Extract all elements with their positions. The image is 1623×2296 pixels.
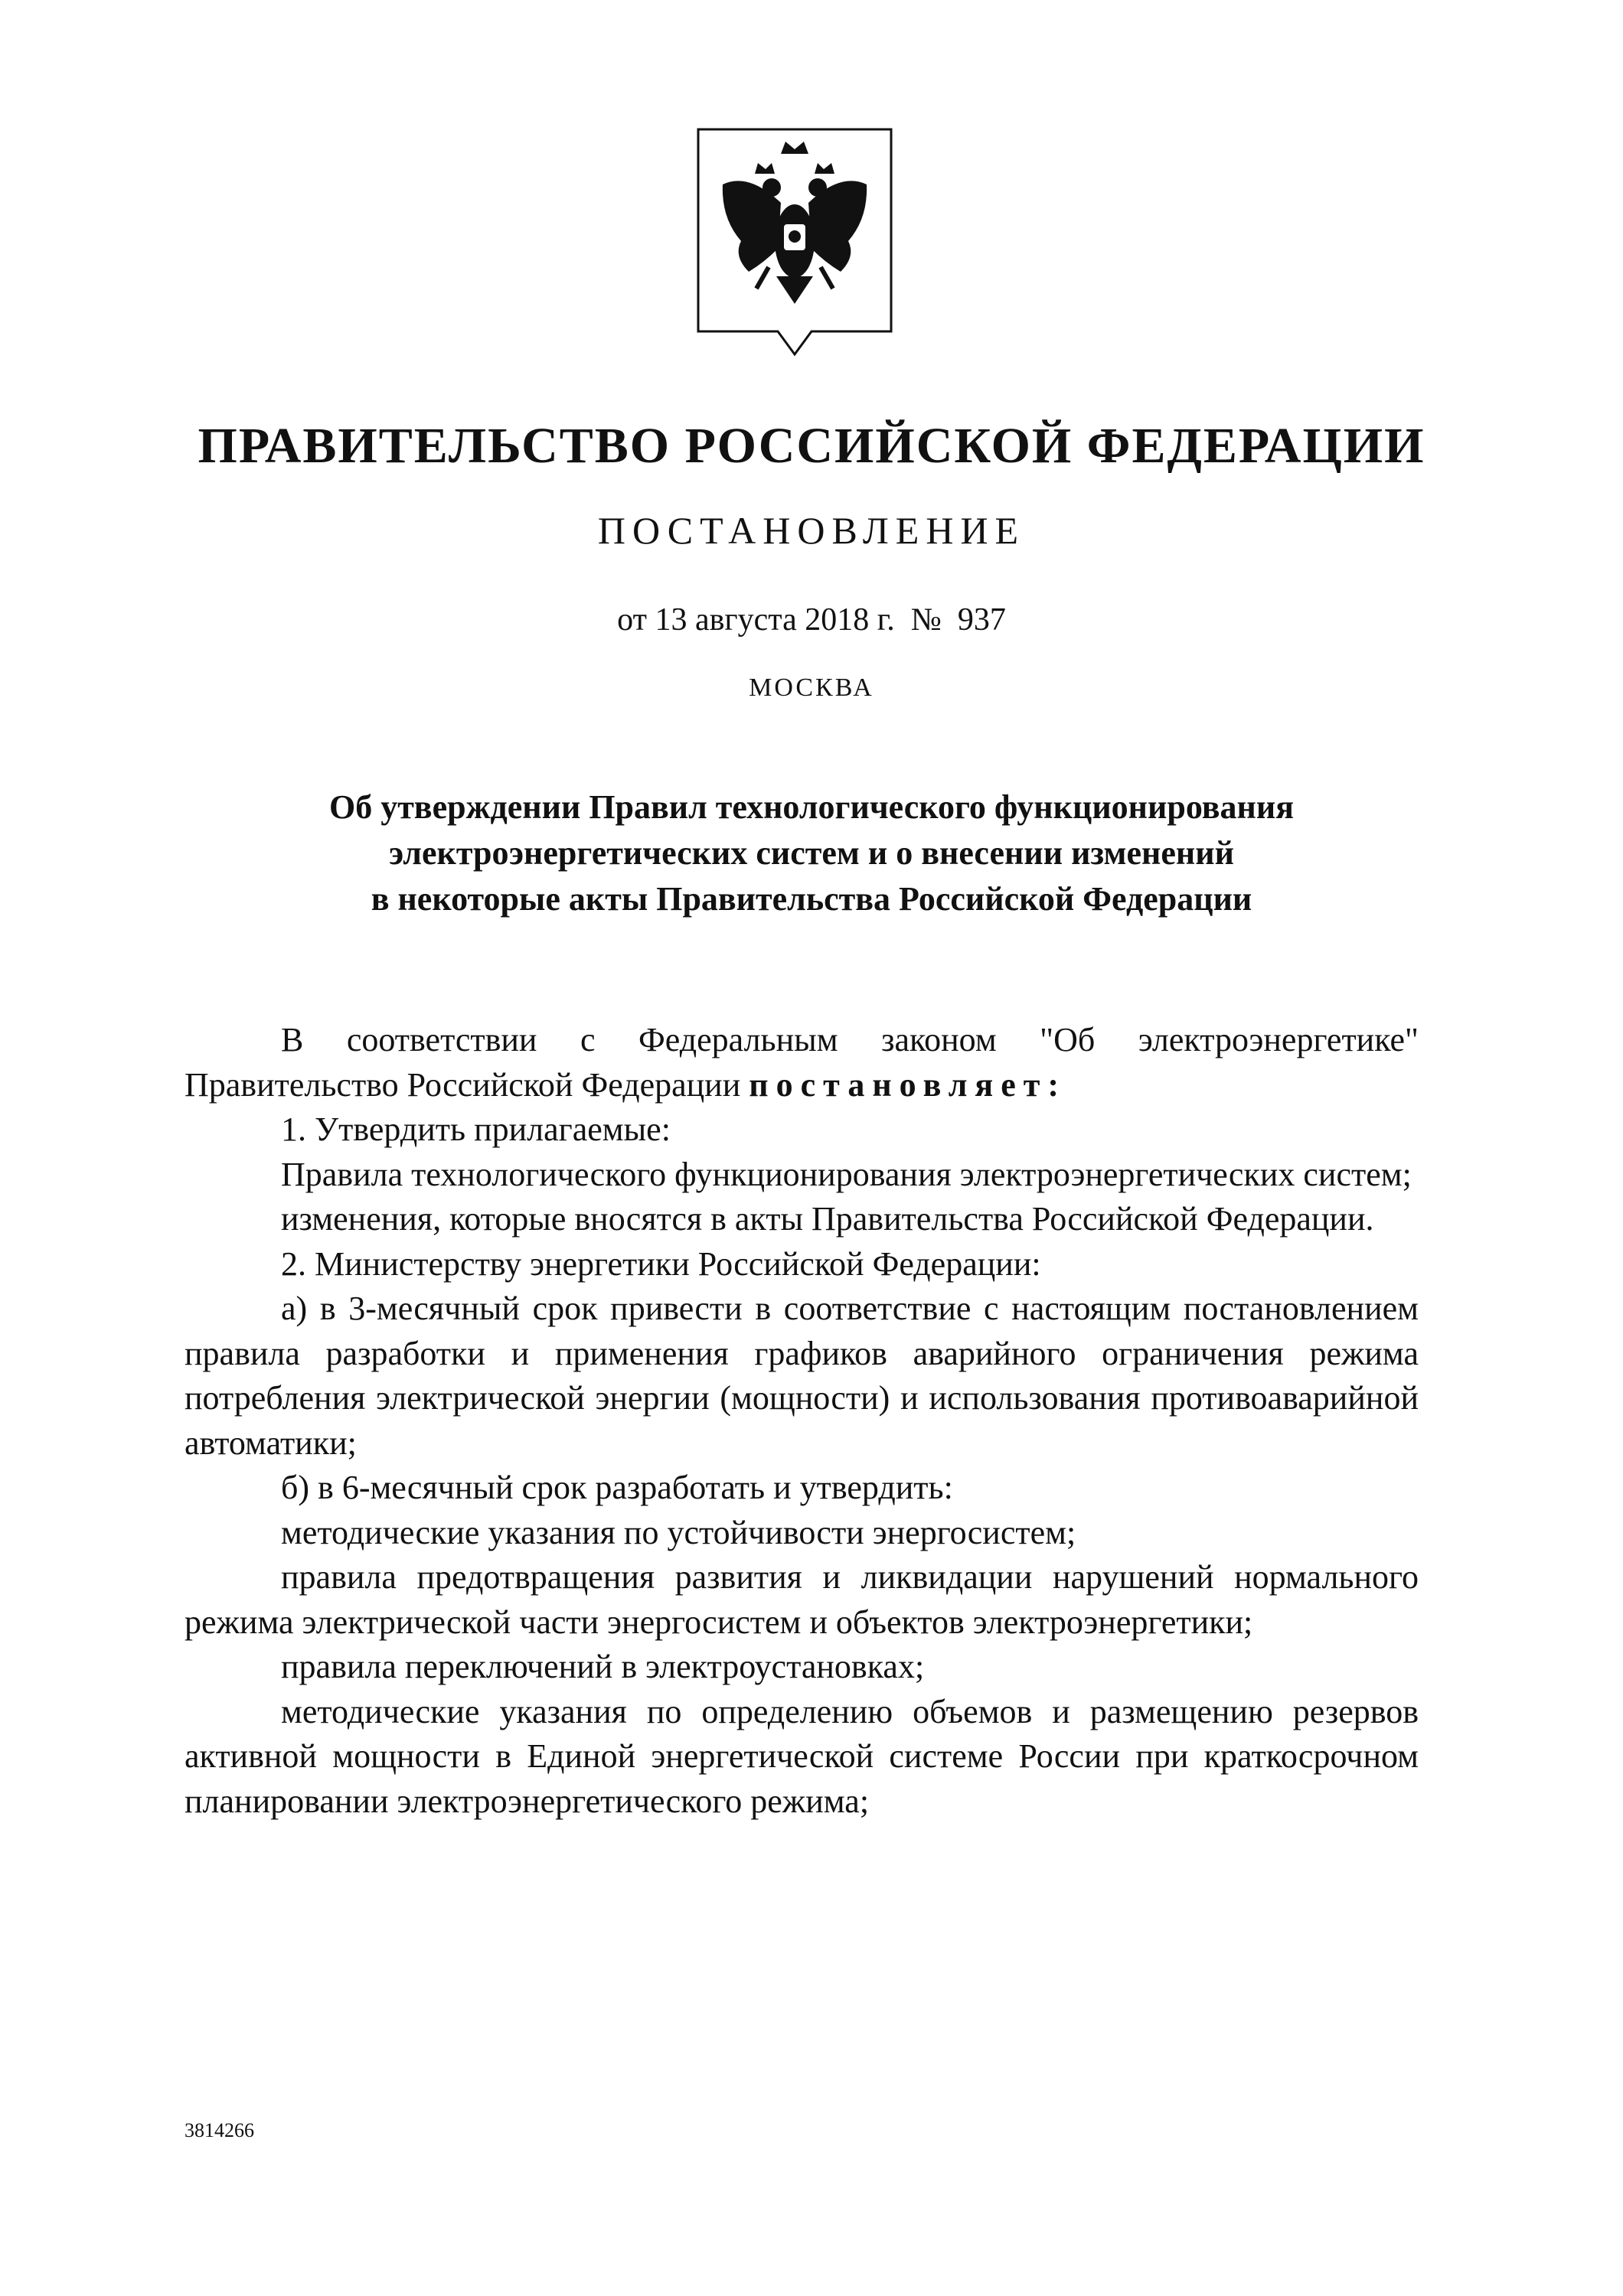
document-type: ПОСТАНОВЛЕНИЕ <box>597 509 1026 552</box>
item-1-a: Правила технологического функционирования электроэнергетических систем; <box>281 1155 1412 1193</box>
date-and-number: от 13 августа 2018 г. № 937 <box>617 602 1006 638</box>
item-2: 2. Министерству энергетики Российской Федерации: <box>281 1244 1041 1283</box>
title-line: Об утверждении Правил технологического функционирования <box>328 788 1295 826</box>
item-2-b-3: правила переключений в электроустановках; <box>281 1648 925 1685</box>
title-line: в некоторые акты Правительства Российской Федерации <box>371 880 1252 918</box>
document-body <box>185 1018 1419 1824</box>
item-2-a: а) в 3-месячный срок привести в соответствие с настоящим постановлением правила разработки и применения графиков аварийного ограничения режима потребления электрической энергии (мощности) и использования противоаварийной автоматики; <box>185 1290 1419 1462</box>
preamble-text: Правительство Российской Федерации <box>185 1065 749 1104</box>
item-1: 1. Утвердить прилагаемые: <box>281 1110 671 1148</box>
resolves-word: постановляет: <box>749 1065 1067 1104</box>
item-1-b: изменения, которые вносятся в акты Правительства Российской Федерации. <box>281 1200 1374 1238</box>
document-title <box>0 784 1623 922</box>
item-2-b: б) в 6-месячный срок разработать и утвердить: <box>281 1469 953 1506</box>
government-name: ПРАВИТЕЛЬСТВО РОССИЙСКОЙ ФЕДЕРАЦИИ <box>198 418 1425 474</box>
item-2-b-4: методические указания по определению объемов и размещению резервов активной мощности в Единой энергетической системе России при краткосрочном планировании электроэнергетического режима; <box>185 1692 1419 1820</box>
document-number: 3814266 <box>185 2119 254 2141</box>
city: МОСКВА <box>749 673 874 702</box>
preamble-line-2 <box>185 1063 1419 1108</box>
item-2-b-2: правила предотвращения развития и ликвидации нарушений нормального режима электрической части энергосистем и объектов электроэнергетики; <box>185 1558 1419 1641</box>
title-line: электроэнергетических систем и о внесении изменений <box>389 834 1234 872</box>
item-2-b-1: методические указания по устойчивости энергосистем; <box>281 1513 1076 1551</box>
preamble-line: В соответствии с Федеральным законом "Об электроэнергетике" <box>281 1021 1419 1058</box>
coat-of-arms-icon <box>695 126 894 360</box>
